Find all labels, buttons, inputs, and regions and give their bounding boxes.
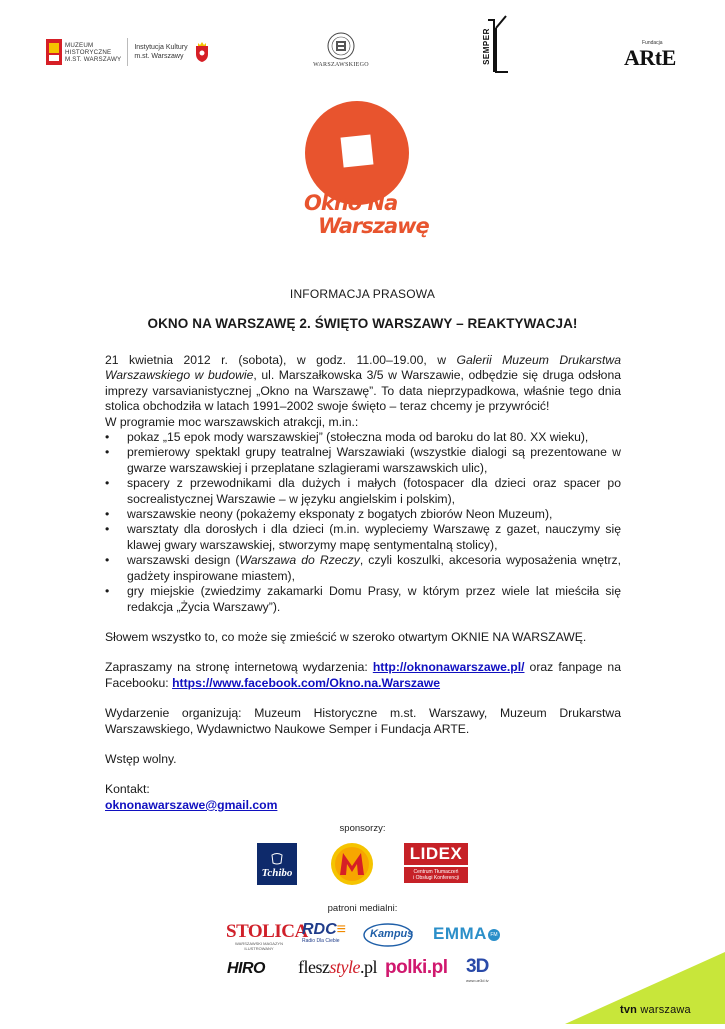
patrons-label: patroni medialni:: [327, 903, 398, 914]
list-item: • pokaz „15 epok mody warszawskiej” (stołeczna moda od baroku do lat 80. XX wieku),: [105, 430, 621, 445]
patron-fleszstyle-logo: fleszstyle.pl: [298, 957, 377, 977]
metro-m-icon: [330, 842, 374, 886]
patron-emma-logo: EMMA FM: [433, 924, 505, 946]
sponsor-tchibo-logo: Tchibo: [257, 843, 297, 885]
list-item: • gry miejskie (zwiedzimy zakamarki Domu Prasy, w którym przez wiele lat mieściła się redakcja „Życia Warszawy”).: [105, 584, 621, 615]
patron-3d-logo: 3D www.ue3d.tv: [466, 956, 489, 983]
list-item: • warszawski design (Warszawa do Rzeczy, czyli koszulki, akcesoria wyposażenia wnętrz, gadżety inspirowane miastem),: [105, 553, 621, 584]
sponsors-label: sponsorzy:: [339, 823, 386, 834]
logo-muzeum-drukarstwa: WARSZAWSKIEGO: [312, 32, 370, 72]
list-item: • spacery z przewodnikami dla dużych i małych (fotospacer dla dzieci oraz spacer po socrealistycznej Warszawie – w języku angielskim i polskim),: [105, 476, 621, 507]
divider: [127, 38, 128, 66]
tvn-warszawa-logo: tvn warszawa: [620, 1004, 691, 1016]
press-release-body: [105, 353, 621, 813]
page-title: OKNO NA WARSZAWĘ 2. ŚWIĘTO WARSZAWY – REAKTYWACJA!: [147, 316, 578, 331]
summary-paragraph: Słowem wszystko to, co może się zmieścić w szeroko otwartym OKNIE NA WARSZAWĘ.: [105, 629, 587, 644]
museum-mark-icon: [46, 39, 62, 65]
contact-email-link[interactable]: oknonawarszawe@gmail.com: [105, 797, 278, 812]
attractions-list: [105, 430, 621, 615]
sponsor-lidex-logo: LIDEX Centrum Tłumaczeń i Obsługi Konferencji: [404, 843, 468, 885]
press-release-label: INFORMACJA PRASOWA: [289, 287, 436, 301]
warsaw-coat-of-arms-icon: [195, 42, 209, 62]
printing-museum-emblem-icon: [312, 32, 370, 62]
patron-rdc-logo: RDC≡ Radio Dla Ciebie: [302, 921, 347, 944]
logo-muzeum-historyczne: [46, 36, 226, 68]
patron-polki-logo: polki.pl: [385, 957, 448, 978]
contact-label: Kontakt:: [105, 782, 150, 797]
lidex-subtitle: Centrum Tłumaczeń i Obsługi Konferencji: [404, 867, 468, 883]
institution-name: Instytucja Kultury m.st. Warszawy: [134, 44, 188, 60]
program-intro: W programie moc warszawskich atrakcji, m.in.:: [105, 414, 359, 429]
logo-semper: SEMPER: [480, 14, 510, 74]
intro-paragraph: 21 kwietnia 2012 r. (sobota), w godz. 11.00–19.00, w Galerii Muzeum Drukarstwa Warszawskiego w budowie, ul. Marszałkowska 3/5 w Warszawie, odbędzie się druga odsłona imprezy varsavianistycznej „Okno na Warszawę”. To data nieprzypadkowa, właśnie tego dnia stolica obchodziła w latach 1991–2002 swoje święto – teraz chcemy je przywrócić!: [105, 353, 622, 414]
museum-name: MUZEUM HISTORYCZNE M.ST. WARSZAWY: [65, 41, 122, 63]
website-link[interactable]: http://oknonawarszawe.pl/: [372, 660, 525, 675]
list-item: • premierowy spektakl grupy teatralnej Warszawiaki (wszystkie dialogi są prezentowane w gwarze warszawskiej i przeplatane szlagierami warszawskich ulic),: [105, 445, 621, 476]
event-wordmark: Okno Na Warszawę: [304, 191, 429, 238]
patron-hiro-logo: HIRO: [227, 960, 265, 977]
contact-email-row: [105, 798, 621, 813]
tchibo-cup-icon: [270, 851, 284, 865]
facebook-link[interactable]: https://www.facebook.com/Okno.na.Warszawe: [172, 675, 441, 690]
list-item: • warsztaty dla dorosłych i dla dzieci (m.in. wypleciemy Warszawę z gazet, nauczymy się klawej gwary warszawskiej, stworzymy mapę sentymentalną stolicy),: [105, 522, 621, 553]
list-item: • warszawskie neony (pokażemy eksponaty z bogatych zbiorów Neon Muzeum),: [105, 507, 621, 522]
logo-fundacja-arte: Fundacja ARtE: [624, 40, 676, 70]
patron-stolica-logo: STOLICA WARSZAWSKI MAGAZYN ILUSTROWANY: [226, 921, 308, 951]
patron-kampus-logo: Kampus: [362, 922, 414, 948]
invite-paragraph: Zapraszamy na stronę internetową wydarzenia: http://oknonawarszawe.pl/ oraz fanpage na Facebooku: https://www.facebook.com/Okno.na.Warszawe: [105, 660, 621, 690]
organizers-paragraph: Wydarzenie organizują: Muzeum Historyczne m.st. Warszawy, Muzeum Drukarstwa Warszawskiego, Wydawnictwo Naukowe Semper i Fundacja ARTE.: [105, 706, 621, 736]
sponsor-metro-logo: [330, 842, 374, 886]
entry-info: Wstęp wolny.: [105, 751, 177, 766]
